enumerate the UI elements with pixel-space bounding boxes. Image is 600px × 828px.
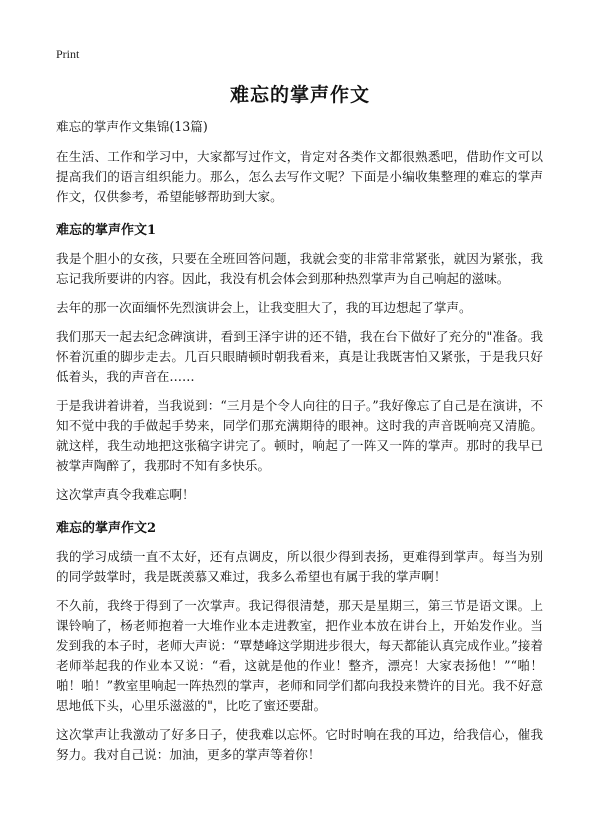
essay-1-paragraph: 这次掌声真令我难忘啊！ <box>56 487 195 502</box>
page-title: 难忘的掌声作文 <box>229 84 370 106</box>
essay-1-paragraph: 去年的那一次面缅怀先烈演讲会上，让我变胆大了，我的耳边想起了掌声。 <box>56 300 472 315</box>
essay-2-heading: 难忘的掌声作文2 <box>56 521 157 536</box>
document-body <box>56 117 543 774</box>
intro-paragraph: 在生活、工作和学习中，大家都写过作文，肯定对各类作文都很熟悉吧，借助作文可以提高我们的语言组织能力。那么，怎么去写作文呢？下面是小编收集整理的难忘的掌声作文，仅供参考，希望能够帮助到大家。 <box>56 149 543 204</box>
essay-1-heading: 难忘的掌声作文1 <box>56 223 157 238</box>
essay-1-paragraph: 我们那天一起去纪念碑演讲，看到王泽宇讲的还不错，我在台下做好了充分的"准备。我怀着沉重的脚步走去。几百只眼睛顿时朝我看来，真是让我既害怕又紧张，于是我只好低着头，我的声音在…… <box>56 329 543 384</box>
essay-2-paragraph: 这次掌声让我激动了好多日子，使我难以忘怀。它时时响在我的耳边，给我信心，催我努力。我对自己说：加油，更多的掌声等着你！ <box>56 727 543 762</box>
essay-2-paragraph: 不久前，我终于得到了一次掌声。我记得很清楚，那天是星期三，第三节是语文课。上课铃响了，杨老师抱着一大堆作业本走进教室，把作业本放在讲台上，开始发作业。当发到我的本子时，老师大声说：“覃楚峰这学期进步很大，每天都能认真完成作业。”接着老师举起我的作业本又说：“看，这就是他的作业！整齐，漂亮！大家表扬他！”“啪！啪！啪！”教室里响起一阵热烈的掌声，老师和同学们都向我投来赞许的目光。我不好意思地低下头，心里乐滋滋的"，比吃了蜜还要甜。 <box>56 598 543 713</box>
essay-2-paragraph: 我的学习成绩一直不太好，还有点调皮，所以很少得到表扬，更难得到掌声。每当为别的同学鼓掌时，我是既羡慕又难过，我多么希望也有属于我的掌声啊！ <box>56 549 543 584</box>
print-label[interactable]: Print <box>56 47 80 61</box>
collection-subtitle: 难忘的掌声作文集锦(13篇) <box>56 119 208 134</box>
essay-1-paragraph: 于是我讲着讲着，当我说到：“三月是个令人向往的日子。”我好像忘了自己是在演讲，不知不觉中我的手做起手势来，同学们那充满期待的眼神。这时我的声音既响亮又清脆。就这样，我生动地把这张稿字讲完了。顿时，响起了一阵又一阵的掌声。那时的我早已被掌声陶醉了，我那时不知有多快乐。 <box>56 398 543 473</box>
essay-1-paragraph: 我是个胆小的女孩，只要在全班回答问题，我就会变的非常非常紧张，就因为紧张，我忘记我所要讲的内容。因此，我没有机会体会到那种热烈掌声为自己响起的滋味。 <box>56 251 543 286</box>
